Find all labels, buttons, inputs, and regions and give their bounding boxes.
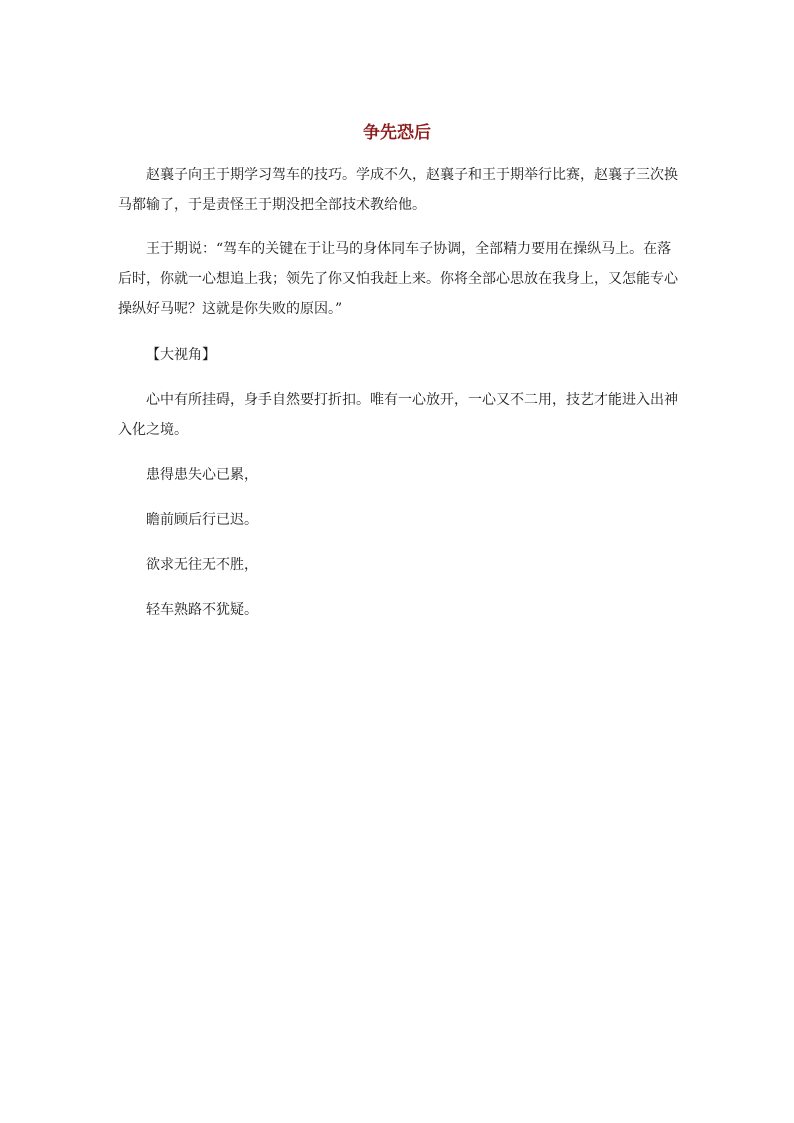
poem-line: 患得患失心已累，: [146, 467, 258, 483]
story-paragraph: 赵襄子向王于期学习驾车的技巧。学成不久，赵襄子和王于期举行比赛，赵襄子三次换马都输了，于是责怪王于期没把全部技术教给他。: [118, 167, 678, 213]
commentary-paragraph: 心中有所挂碍，身手自然要打折扣。唯有一心放开，一心又不二用，技艺才能进入出神入化之境。: [118, 392, 678, 438]
section-heading: 【大视角】: [146, 347, 216, 363]
page-title: 争先恐后: [363, 123, 431, 143]
poem-line: 欲求无往无不胜，: [146, 557, 258, 573]
poem-line: 瞻前顾后行已迟。: [146, 512, 258, 528]
quote-paragraph: 王于期说：“驾车的关键在于让马的身体同车子协调，全部精力要用在操纵马上。在落后时，你就一心想追上我；领先了你又怕我赶上来。你将全部心思放在我身上，又怎能专心操纵好马呢？这就是你失败的原因。”: [118, 241, 678, 317]
poem-line: 轻车熟路不犹疑。: [146, 602, 258, 618]
